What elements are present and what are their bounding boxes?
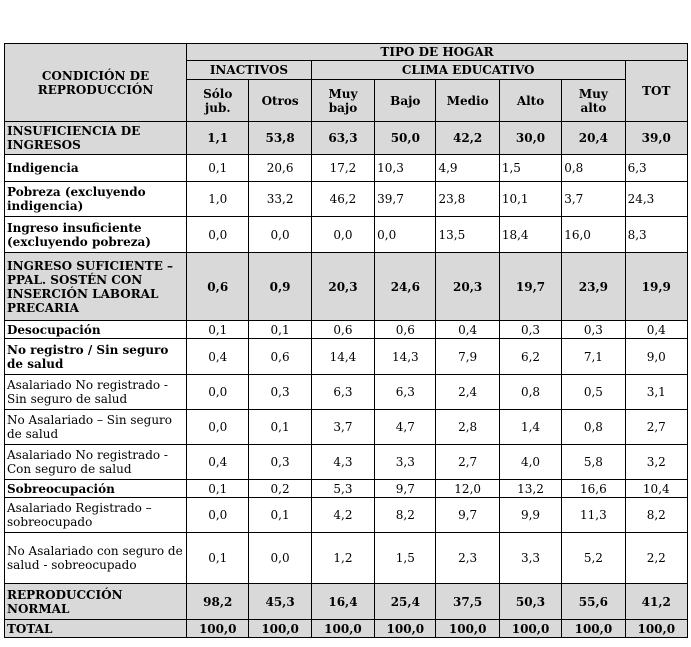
condition-header: CONDICIÓN DE REPRODUCCIÓN <box>5 44 187 122</box>
cell: 23,8 <box>436 182 499 217</box>
cell: 0,8 <box>562 410 625 445</box>
cell: 0,1 <box>249 498 311 533</box>
cell: 6,3 <box>375 375 436 410</box>
table-row <box>5 533 688 584</box>
cell: 0,3 <box>249 445 311 480</box>
cell: 5,3 <box>311 480 374 498</box>
row-label: Asalariado No registrado - Sin seguro de salud <box>5 375 187 410</box>
cell: 11,3 <box>562 498 625 533</box>
col-header-solo-jub: Sólo jub. <box>187 80 249 122</box>
cell: 0,3 <box>562 321 625 339</box>
cell: 23,9 <box>562 253 625 321</box>
row-label: REPRODUCCIÓN NORMAL <box>5 584 187 620</box>
table-row <box>5 410 688 445</box>
cell: 2,4 <box>436 375 499 410</box>
cell: 0,8 <box>499 375 561 410</box>
cell: 0,0 <box>187 410 249 445</box>
cell: 12,0 <box>436 480 499 498</box>
cell: 0,0 <box>249 533 311 584</box>
cell: 0,6 <box>311 321 374 339</box>
col-header-otros: Otros <box>249 80 311 122</box>
cell: 42,2 <box>436 122 499 155</box>
inactivos-header: INACTIVOS <box>187 61 312 80</box>
cell: 0,1 <box>187 155 249 182</box>
table-row <box>5 584 688 620</box>
cell: 3,3 <box>375 445 436 480</box>
col-header-bajo: Bajo <box>375 80 436 122</box>
tipo-hogar-header: TIPO DE HOGAR <box>187 44 688 61</box>
cell: 0,0 <box>249 217 311 253</box>
cell: 33,2 <box>249 182 311 217</box>
cell: 7,9 <box>436 339 499 375</box>
cell: 14,4 <box>311 339 374 375</box>
cell: 20,3 <box>436 253 499 321</box>
cell: 0,1 <box>187 321 249 339</box>
cell: 39,7 <box>375 182 436 217</box>
row-label: Indigencia <box>5 155 187 182</box>
table-row <box>5 480 688 498</box>
cell: 41,2 <box>625 584 687 620</box>
cell: 46,2 <box>311 182 374 217</box>
clima-header: CLIMA EDUCATIVO <box>311 61 625 80</box>
cell: 13,2 <box>499 480 561 498</box>
table-row <box>5 498 688 533</box>
cell: 50,0 <box>375 122 436 155</box>
cell: 16,6 <box>562 480 625 498</box>
row-label: Ingreso insuficiente (excluyendo pobreza) <box>5 217 187 253</box>
cell: 1,1 <box>187 122 249 155</box>
cell: 10,3 <box>375 155 436 182</box>
row-label: No Asalariado – Sin seguro de salud <box>5 410 187 445</box>
cell: 0,0 <box>187 217 249 253</box>
row-label: No Asalariado con seguro de salud - sobreocupado <box>5 533 187 584</box>
row-label: Pobreza (excluyendo indigencia) <box>5 182 187 217</box>
cell: 0,9 <box>249 253 311 321</box>
cell: 24,6 <box>375 253 436 321</box>
col-header-muy-alto: Muy alto <box>562 80 625 122</box>
cell: 100,0 <box>311 620 374 638</box>
table-row <box>5 182 688 217</box>
cell: 9,7 <box>436 498 499 533</box>
cell: 0,4 <box>187 445 249 480</box>
table-row <box>5 620 688 638</box>
cell: 0,1 <box>187 533 249 584</box>
cell: 0,1 <box>249 410 311 445</box>
cell: 9,9 <box>499 498 561 533</box>
cell: 3,1 <box>625 375 687 410</box>
cell: 2,7 <box>625 410 687 445</box>
cell: 1,5 <box>375 533 436 584</box>
row-label: Asalariado Registrado – sobreocupado <box>5 498 187 533</box>
cell: 20,4 <box>562 122 625 155</box>
table-row <box>5 217 688 253</box>
cell: 0,6 <box>187 253 249 321</box>
cell: 100,0 <box>499 620 561 638</box>
cell: 8,3 <box>625 217 687 253</box>
col-header-tot: TOT <box>625 61 687 122</box>
row-label: Sobreocupación <box>5 480 187 498</box>
cell: 16,0 <box>562 217 625 253</box>
cell: 1,0 <box>187 182 249 217</box>
cell: 1,4 <box>499 410 561 445</box>
cell: 7,1 <box>562 339 625 375</box>
cell: 2,2 <box>625 533 687 584</box>
cell: 24,3 <box>625 182 687 217</box>
cell: 50,3 <box>499 584 561 620</box>
table-row <box>5 253 688 321</box>
cell: 100,0 <box>625 620 687 638</box>
cell: 4,0 <box>499 445 561 480</box>
cell: 4,2 <box>311 498 374 533</box>
cell: 3,7 <box>562 182 625 217</box>
cell: 9,0 <box>625 339 687 375</box>
cell: 0,0 <box>187 498 249 533</box>
cell: 10,4 <box>625 480 687 498</box>
cell: 1,5 <box>499 155 561 182</box>
row-label: INGRESO SUFICIENTE – PPAL. SOSTÉN CON INSERCIÓN LABORAL PRECARIA <box>5 253 187 321</box>
cell: 53,8 <box>249 122 311 155</box>
cell: 100,0 <box>187 620 249 638</box>
cell: 5,2 <box>562 533 625 584</box>
reproduction-table <box>4 43 688 638</box>
col-header-muy-bajo: Muy bajo <box>311 80 374 122</box>
cell: 98,2 <box>187 584 249 620</box>
cell: 6,2 <box>499 339 561 375</box>
cell: 0,0 <box>375 217 436 253</box>
row-label: INSUFICIENCIA DE INGRESOS <box>5 122 187 155</box>
cell: 63,3 <box>311 122 374 155</box>
cell: 0,5 <box>562 375 625 410</box>
cell: 3,7 <box>311 410 374 445</box>
cell: 20,3 <box>311 253 374 321</box>
cell: 100,0 <box>249 620 311 638</box>
cell: 0,4 <box>436 321 499 339</box>
cell: 3,2 <box>625 445 687 480</box>
cell: 100,0 <box>375 620 436 638</box>
cell: 16,4 <box>311 584 374 620</box>
cell: 20,6 <box>249 155 311 182</box>
cell: 4,3 <box>311 445 374 480</box>
cell: 0,6 <box>375 321 436 339</box>
col-header-alto: Alto <box>499 80 561 122</box>
cell: 100,0 <box>562 620 625 638</box>
cell: 0,1 <box>187 480 249 498</box>
cell: 8,2 <box>375 498 436 533</box>
cell: 37,5 <box>436 584 499 620</box>
cell: 9,7 <box>375 480 436 498</box>
cell: 8,2 <box>625 498 687 533</box>
cell: 14,3 <box>375 339 436 375</box>
cell: 4,7 <box>375 410 436 445</box>
cell: 55,6 <box>562 584 625 620</box>
cell: 0,0 <box>311 217 374 253</box>
cell: 25,4 <box>375 584 436 620</box>
table-row <box>5 445 688 480</box>
cell: 10,1 <box>499 182 561 217</box>
cell: 0,1 <box>249 321 311 339</box>
table-row <box>5 155 688 182</box>
cell: 0,3 <box>499 321 561 339</box>
cell: 0,2 <box>249 480 311 498</box>
cell: 0,0 <box>187 375 249 410</box>
cell: 0,3 <box>249 375 311 410</box>
row-label: No registro / Sin seguro de salud <box>5 339 187 375</box>
cell: 100,0 <box>436 620 499 638</box>
cell: 45,3 <box>249 584 311 620</box>
row-label: TOTAL <box>5 620 187 638</box>
cell: 18,4 <box>499 217 561 253</box>
table-row <box>5 375 688 410</box>
cell: 6,3 <box>625 155 687 182</box>
cell: 3,3 <box>499 533 561 584</box>
cell: 0,4 <box>187 339 249 375</box>
col-header-medio: Medio <box>436 80 499 122</box>
table-row <box>5 339 688 375</box>
table-row <box>5 122 688 155</box>
cell: 0,8 <box>562 155 625 182</box>
cell: 1,2 <box>311 533 374 584</box>
cell: 0,6 <box>249 339 311 375</box>
cell: 6,3 <box>311 375 374 410</box>
cell: 19,7 <box>499 253 561 321</box>
cell: 2,8 <box>436 410 499 445</box>
cell: 2,7 <box>436 445 499 480</box>
cell: 39,0 <box>625 122 687 155</box>
cell: 2,3 <box>436 533 499 584</box>
cell: 19,9 <box>625 253 687 321</box>
cell: 30,0 <box>499 122 561 155</box>
row-label: Desocupación <box>5 321 187 339</box>
cell: 4,9 <box>436 155 499 182</box>
cell: 13,5 <box>436 217 499 253</box>
cell: 17,2 <box>311 155 374 182</box>
table-row <box>5 321 688 339</box>
cell: 5,8 <box>562 445 625 480</box>
cell: 0,4 <box>625 321 687 339</box>
row-label: Asalariado No registrado - Con seguro de salud <box>5 445 187 480</box>
